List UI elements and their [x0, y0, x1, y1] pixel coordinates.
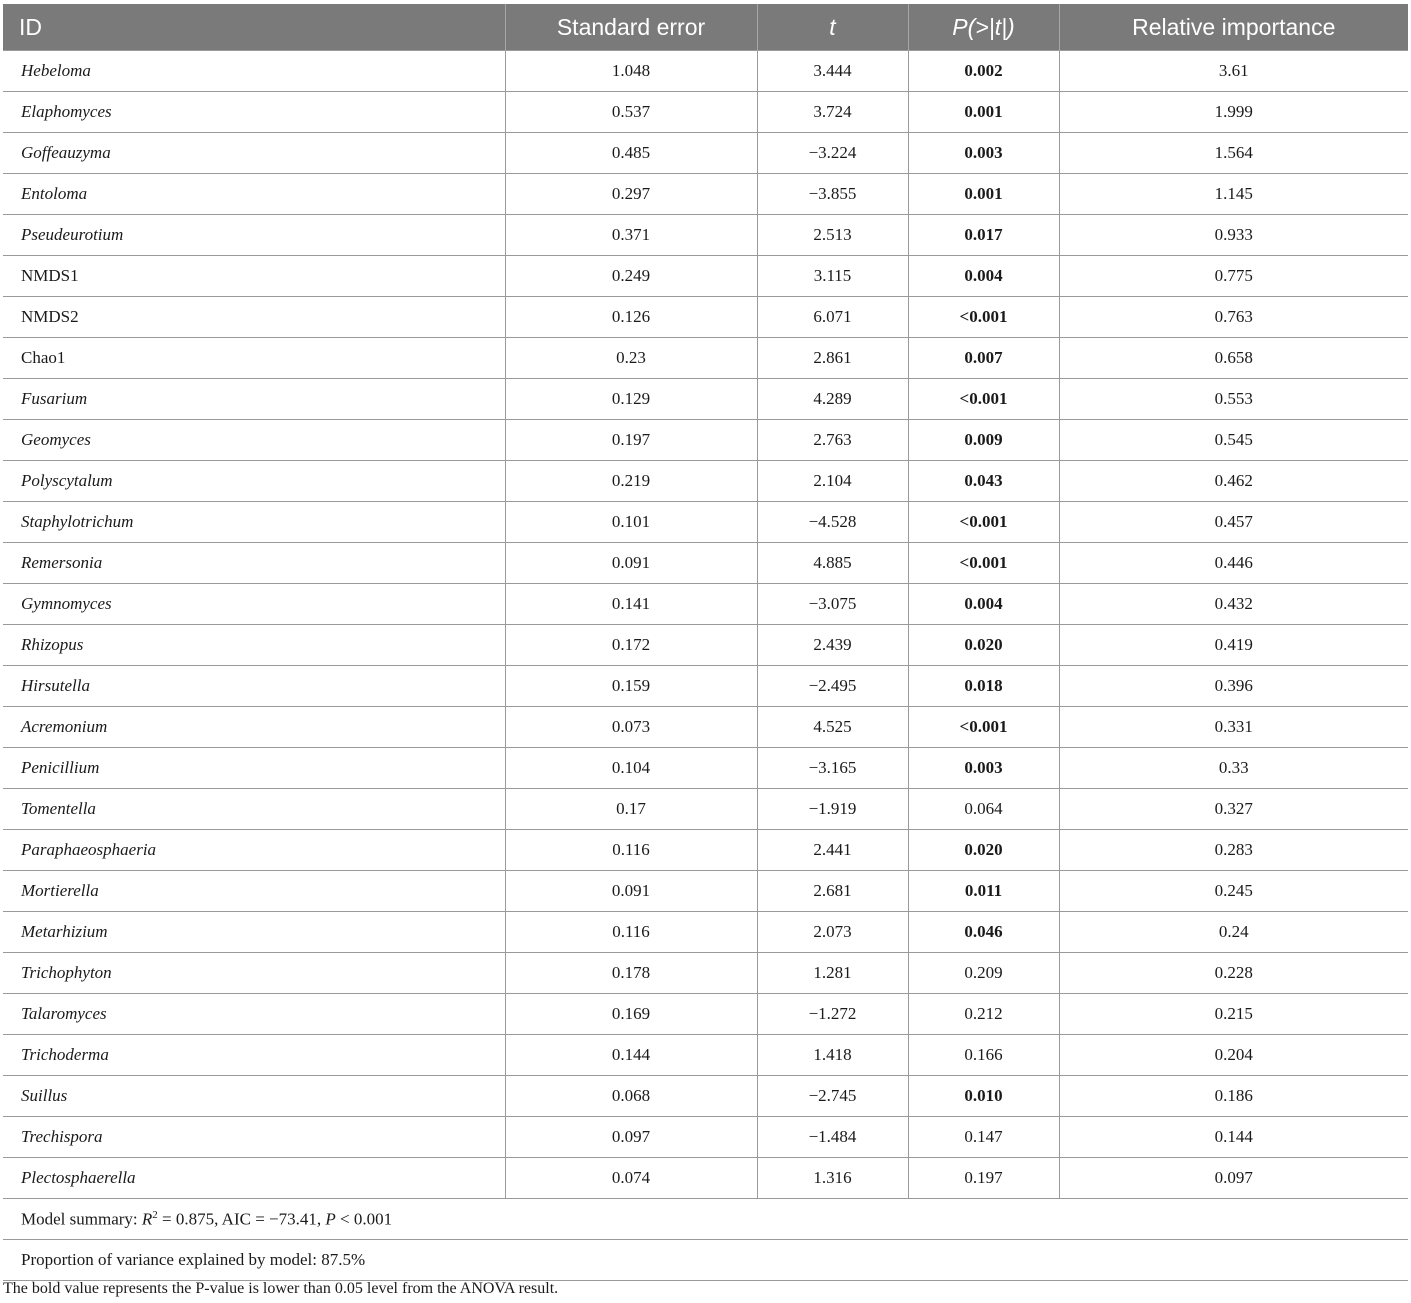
cell-standard-error: 0.126 — [505, 297, 757, 338]
cell-standard-error: 0.091 — [505, 543, 757, 584]
table-row — [3, 297, 1408, 338]
cell-id: Suillus — [3, 1076, 505, 1117]
cell-p-value: <0.001 — [908, 379, 1059, 420]
cell-p-value: 0.209 — [908, 953, 1059, 994]
cell-p-value: <0.001 — [908, 502, 1059, 543]
cell-id: Pseudeurotium — [3, 215, 505, 256]
cell-standard-error: 0.169 — [505, 994, 757, 1035]
cell-p-value: 0.001 — [908, 174, 1059, 215]
cell-id: Penicillium — [3, 748, 505, 789]
cell-t: 4.289 — [757, 379, 908, 420]
cell-standard-error: 0.068 — [505, 1076, 757, 1117]
cell-relative-importance: 1.145 — [1059, 174, 1408, 215]
cell-t: 4.885 — [757, 543, 908, 584]
cell-p-value: <0.001 — [908, 707, 1059, 748]
cell-p-value: 0.018 — [908, 666, 1059, 707]
p-symbol: P — [325, 1209, 336, 1229]
cell-p-value: 0.197 — [908, 1158, 1059, 1199]
table-row — [3, 830, 1408, 871]
table-row — [3, 994, 1408, 1035]
table-row — [3, 789, 1408, 830]
cell-id: Metarhizium — [3, 912, 505, 953]
cell-standard-error: 0.144 — [505, 1035, 757, 1076]
table-row — [3, 707, 1408, 748]
cell-p-value: 0.009 — [908, 420, 1059, 461]
cell-standard-error: 0.091 — [505, 871, 757, 912]
cell-id: Goffeauzyma — [3, 133, 505, 174]
cell-t: −2.745 — [757, 1076, 908, 1117]
cell-p-value: 0.001 — [908, 92, 1059, 133]
cell-standard-error: 0.097 — [505, 1117, 757, 1158]
cell-id: Rhizopus — [3, 625, 505, 666]
cell-standard-error: 0.297 — [505, 174, 757, 215]
cell-t: 1.418 — [757, 1035, 908, 1076]
cell-p-value: 0.064 — [908, 789, 1059, 830]
cell-id: Elaphomyces — [3, 92, 505, 133]
cell-standard-error: 0.116 — [505, 830, 757, 871]
cell-relative-importance: 0.763 — [1059, 297, 1408, 338]
table-row — [3, 1076, 1408, 1117]
variance-row — [3, 1240, 1408, 1281]
header-p-label: P(>|t|) — [952, 13, 1015, 40]
cell-relative-importance: 0.327 — [1059, 789, 1408, 830]
table-row — [3, 584, 1408, 625]
cell-id: Trichophyton — [3, 953, 505, 994]
table-row — [3, 666, 1408, 707]
cell-id: Gymnomyces — [3, 584, 505, 625]
cell-id: Entoloma — [3, 174, 505, 215]
cell-standard-error: 0.219 — [505, 461, 757, 502]
cell-id: Acremonium — [3, 707, 505, 748]
cell-p-value: 0.003 — [908, 748, 1059, 789]
cell-t: −1.484 — [757, 1117, 908, 1158]
cell-relative-importance: 0.396 — [1059, 666, 1408, 707]
cell-p-value: <0.001 — [908, 297, 1059, 338]
cell-t: 2.513 — [757, 215, 908, 256]
cell-relative-importance: 0.775 — [1059, 256, 1408, 297]
cell-id: Mortierella — [3, 871, 505, 912]
cell-t: −3.224 — [757, 133, 908, 174]
cell-p-value: 0.003 — [908, 133, 1059, 174]
cell-relative-importance: 0.245 — [1059, 871, 1408, 912]
table-row — [3, 92, 1408, 133]
model-summary-cell — [3, 1199, 1408, 1240]
cell-relative-importance: 0.331 — [1059, 707, 1408, 748]
cell-t: 2.861 — [757, 338, 908, 379]
header-t-label: t — [829, 13, 836, 40]
cell-relative-importance: 0.186 — [1059, 1076, 1408, 1117]
table-row — [3, 420, 1408, 461]
table-row — [3, 748, 1408, 789]
cell-id: Trechispora — [3, 1117, 505, 1158]
cell-t: −3.165 — [757, 748, 908, 789]
table-footnote: The bold value represents the P-value is lower than 0.05 level from the ANOVA result. — [3, 1280, 559, 1297]
cell-t: 3.444 — [757, 51, 908, 92]
cell-t: −1.272 — [757, 994, 908, 1035]
cell-standard-error: 0.23 — [505, 338, 757, 379]
header-standard-error: Standard error — [505, 4, 757, 51]
cell-relative-importance: 0.933 — [1059, 215, 1408, 256]
cell-id: Hebeloma — [3, 51, 505, 92]
cell-standard-error: 0.371 — [505, 215, 757, 256]
table-row — [3, 256, 1408, 297]
table-row — [3, 871, 1408, 912]
regression-table — [3, 4, 1408, 1281]
cell-p-value: 0.212 — [908, 994, 1059, 1035]
table-wrapper — [3, 4, 1408, 1281]
cell-p-value: 0.046 — [908, 912, 1059, 953]
cell-t: 1.281 — [757, 953, 908, 994]
r2-symbol: R — [141, 1209, 153, 1229]
cell-standard-error: 0.116 — [505, 912, 757, 953]
table-row — [3, 215, 1408, 256]
cell-id: Plectosphaerella — [3, 1158, 505, 1199]
cell-standard-error: 0.159 — [505, 666, 757, 707]
table-row — [3, 912, 1408, 953]
cell-id: Hirsutella — [3, 666, 505, 707]
cell-p-value: 0.166 — [908, 1035, 1059, 1076]
table-row — [3, 338, 1408, 379]
cell-standard-error: 1.048 — [505, 51, 757, 92]
cell-p-value: 0.043 — [908, 461, 1059, 502]
table-row — [3, 625, 1408, 666]
cell-id: Paraphaeosphaeria — [3, 830, 505, 871]
cell-p-value: 0.004 — [908, 584, 1059, 625]
cell-id: Tomentella — [3, 789, 505, 830]
cell-id: Geomyces — [3, 420, 505, 461]
cell-p-value: 0.147 — [908, 1117, 1059, 1158]
cell-relative-importance: 0.545 — [1059, 420, 1408, 461]
cell-t: 1.316 — [757, 1158, 908, 1199]
cell-id: Fusarium — [3, 379, 505, 420]
table-row — [3, 953, 1408, 994]
cell-standard-error: 0.141 — [505, 584, 757, 625]
header-row — [3, 4, 1408, 51]
cell-t: 2.104 — [757, 461, 908, 502]
cell-id: Talaromyces — [3, 994, 505, 1035]
header-t — [757, 4, 908, 51]
cell-relative-importance: 1.999 — [1059, 92, 1408, 133]
cell-standard-error: 0.104 — [505, 748, 757, 789]
header-p-value — [908, 4, 1059, 51]
cell-p-value: <0.001 — [908, 543, 1059, 584]
cell-relative-importance: 0.24 — [1059, 912, 1408, 953]
table-row — [3, 379, 1408, 420]
cell-t: 6.071 — [757, 297, 908, 338]
cell-relative-importance: 1.564 — [1059, 133, 1408, 174]
model-summary-prefix: Model summary: — [21, 1209, 142, 1229]
cell-relative-importance: 0.658 — [1059, 338, 1408, 379]
cell-t: 2.681 — [757, 871, 908, 912]
cell-p-value: 0.020 — [908, 830, 1059, 871]
table-row — [3, 51, 1408, 92]
cell-p-value: 0.007 — [908, 338, 1059, 379]
table-row — [3, 1035, 1408, 1076]
cell-standard-error: 0.129 — [505, 379, 757, 420]
table-row — [3, 502, 1408, 543]
cell-standard-error: 0.073 — [505, 707, 757, 748]
cell-relative-importance: 0.097 — [1059, 1158, 1408, 1199]
cell-standard-error: 0.074 — [505, 1158, 757, 1199]
cell-relative-importance: 0.462 — [1059, 461, 1408, 502]
cell-relative-importance: 0.283 — [1059, 830, 1408, 871]
cell-relative-importance: 3.61 — [1059, 51, 1408, 92]
table-row — [3, 1158, 1408, 1199]
cell-t: −2.495 — [757, 666, 908, 707]
cell-relative-importance: 0.457 — [1059, 502, 1408, 543]
cell-p-value: 0.011 — [908, 871, 1059, 912]
cell-relative-importance: 0.144 — [1059, 1117, 1408, 1158]
cell-id: NMDS2 — [3, 297, 505, 338]
cell-t: 3.115 — [757, 256, 908, 297]
header-id: ID — [3, 4, 505, 51]
header-relative-importance: Relative importance — [1059, 4, 1408, 51]
cell-id: Polyscytalum — [3, 461, 505, 502]
table-row — [3, 543, 1408, 584]
cell-relative-importance: 0.432 — [1059, 584, 1408, 625]
cell-standard-error: 0.101 — [505, 502, 757, 543]
cell-standard-error: 0.485 — [505, 133, 757, 174]
cell-id: Staphylotrichum — [3, 502, 505, 543]
cell-t: 2.439 — [757, 625, 908, 666]
cell-standard-error: 0.17 — [505, 789, 757, 830]
cell-t: −3.075 — [757, 584, 908, 625]
cell-standard-error: 0.172 — [505, 625, 757, 666]
cell-t: 2.441 — [757, 830, 908, 871]
cell-p-value: 0.002 — [908, 51, 1059, 92]
cell-p-value: 0.020 — [908, 625, 1059, 666]
model-summary-row — [3, 1199, 1408, 1240]
r2-values: = 0.875, AIC = −73.41, — [157, 1209, 326, 1229]
cell-relative-importance: 0.419 — [1059, 625, 1408, 666]
cell-t: 2.073 — [757, 912, 908, 953]
table-row — [3, 1117, 1408, 1158]
cell-standard-error: 0.178 — [505, 953, 757, 994]
cell-standard-error: 0.537 — [505, 92, 757, 133]
cell-t: 3.724 — [757, 92, 908, 133]
cell-t: 2.763 — [757, 420, 908, 461]
table-row — [3, 133, 1408, 174]
cell-standard-error: 0.197 — [505, 420, 757, 461]
cell-p-value: 0.004 — [908, 256, 1059, 297]
cell-t: −3.855 — [757, 174, 908, 215]
cell-relative-importance: 0.553 — [1059, 379, 1408, 420]
r2-superscript: 2 — [152, 1208, 158, 1221]
cell-relative-importance: 0.215 — [1059, 994, 1408, 1035]
cell-id: Remersonia — [3, 543, 505, 584]
cell-relative-importance: 0.33 — [1059, 748, 1408, 789]
cell-p-value: 0.017 — [908, 215, 1059, 256]
table-row — [3, 461, 1408, 502]
table-body — [3, 51, 1408, 1281]
variance-cell: Proportion of variance explained by model: 87.5% — [3, 1240, 1408, 1281]
table-row — [3, 174, 1408, 215]
cell-relative-importance: 0.204 — [1059, 1035, 1408, 1076]
cell-relative-importance: 0.228 — [1059, 953, 1408, 994]
cell-id: NMDS1 — [3, 256, 505, 297]
cell-relative-importance: 0.446 — [1059, 543, 1408, 584]
p-value-summary: < 0.001 — [335, 1209, 393, 1229]
cell-standard-error: 0.249 — [505, 256, 757, 297]
cell-t: −4.528 — [757, 502, 908, 543]
cell-id: Chao1 — [3, 338, 505, 379]
cell-p-value: 0.010 — [908, 1076, 1059, 1117]
cell-id: Trichoderma — [3, 1035, 505, 1076]
cell-t: −1.919 — [757, 789, 908, 830]
cell-t: 4.525 — [757, 707, 908, 748]
